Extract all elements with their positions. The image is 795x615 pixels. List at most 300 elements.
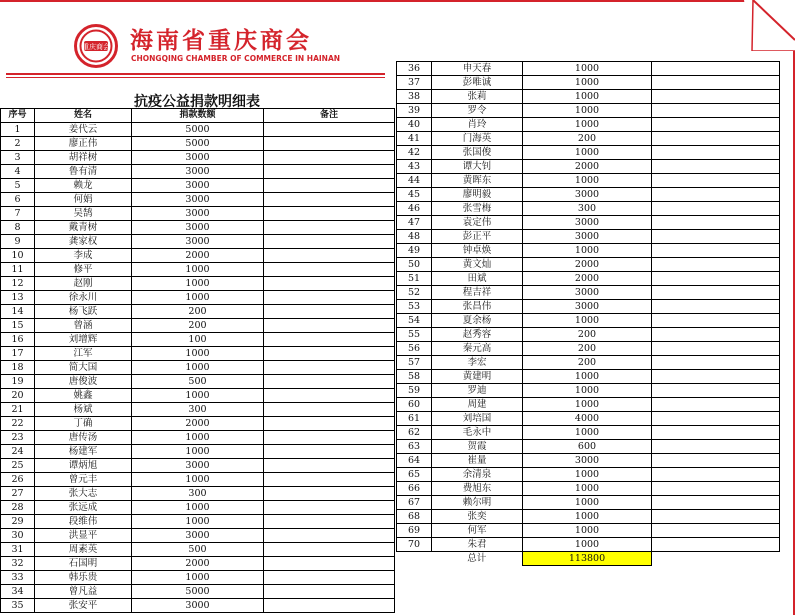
row-number: 46 (397, 202, 432, 216)
row-note (652, 426, 780, 440)
row-number: 24 (1, 445, 35, 459)
donation-amount: 300 (523, 202, 652, 216)
table-row (397, 524, 780, 538)
donation-amount: 1000 (523, 398, 652, 412)
donation-amount: 1000 (523, 496, 652, 510)
donor-name: 张大志 (35, 487, 132, 501)
donation-amount: 1000 (523, 174, 652, 188)
row-note (652, 356, 780, 370)
donation-amount: 1000 (523, 104, 652, 118)
row-note (264, 193, 395, 207)
table-row (397, 160, 780, 174)
donation-amount: 1000 (523, 90, 652, 104)
donor-name: 秦元高 (432, 342, 523, 356)
donation-amount: 500 (132, 543, 264, 557)
row-number: 6 (1, 193, 35, 207)
row-note (652, 104, 780, 118)
donor-name: 赵秀容 (432, 328, 523, 342)
donation-amount: 3000 (132, 193, 264, 207)
donation-amount: 1000 (523, 370, 652, 384)
donor-name: 李宏 (432, 356, 523, 370)
table-row (1, 557, 395, 571)
donor-name: 胡祥树 (35, 151, 132, 165)
row-note (652, 412, 780, 426)
row-number: 29 (1, 515, 35, 529)
table-row (397, 188, 780, 202)
donation-amount: 1000 (132, 431, 264, 445)
row-number: 7 (1, 207, 35, 221)
donor-name: 杨斌 (35, 403, 132, 417)
row-number: 69 (397, 524, 432, 538)
row-number: 30 (1, 529, 35, 543)
row-number: 8 (1, 221, 35, 235)
row-note (264, 179, 395, 193)
donor-name: 崔量 (432, 454, 523, 468)
donor-name: 廖明毅 (432, 188, 523, 202)
table-row (397, 342, 780, 356)
donation-amount: 1000 (523, 384, 652, 398)
donor-name: 刘增辉 (35, 333, 132, 347)
row-number: 58 (397, 370, 432, 384)
donor-name: 曾涵 (35, 319, 132, 333)
donor-name: 贺霞 (432, 440, 523, 454)
row-number: 23 (1, 431, 35, 445)
donor-name: 杨飞跃 (35, 305, 132, 319)
row-note (652, 524, 780, 538)
row-number: 36 (397, 62, 432, 76)
donor-name: 程吉祥 (432, 286, 523, 300)
donor-name: 何军 (432, 524, 523, 538)
table-row (1, 501, 395, 515)
row-number: 10 (1, 249, 35, 263)
row-note (652, 160, 780, 174)
donor-name: 姜代云 (35, 123, 132, 137)
donor-name: 毛永中 (432, 426, 523, 440)
donation-amount: 200 (523, 356, 652, 370)
donor-name: 曾元丰 (35, 473, 132, 487)
donor-name: 唐传汤 (35, 431, 132, 445)
table-row (397, 510, 780, 524)
donor-name: 杨建军 (35, 445, 132, 459)
table-header-row (1, 109, 395, 123)
table-row (1, 599, 395, 613)
row-number: 4 (1, 165, 35, 179)
table-row (1, 389, 395, 403)
donation-amount: 5000 (132, 123, 264, 137)
row-number: 54 (397, 314, 432, 328)
row-number: 31 (1, 543, 35, 557)
donation-amount: 1000 (523, 524, 652, 538)
total-label: 总计 (467, 553, 487, 565)
donation-amount: 1000 (132, 389, 264, 403)
row-number: 67 (397, 496, 432, 510)
row-note (264, 515, 395, 529)
donor-name: 肖玲 (432, 118, 523, 132)
donation-amount: 3000 (132, 179, 264, 193)
row-number: 66 (397, 482, 432, 496)
donation-amount: 3000 (523, 230, 652, 244)
table-row (1, 305, 395, 319)
donor-name: 张雪梅 (432, 202, 523, 216)
row-number: 20 (1, 389, 35, 403)
donation-amount: 1000 (132, 571, 264, 585)
table-row (1, 123, 395, 137)
header-rule (6, 73, 385, 75)
row-number: 48 (397, 230, 432, 244)
row-number: 53 (397, 300, 432, 314)
row-note (652, 314, 780, 328)
row-note (652, 300, 780, 314)
table-row (1, 445, 395, 459)
row-note (264, 473, 395, 487)
row-number: 17 (1, 347, 35, 361)
row-number: 59 (397, 384, 432, 398)
row-note (652, 230, 780, 244)
row-number: 43 (397, 160, 432, 174)
donor-name: 曾凡益 (35, 585, 132, 599)
table-row (1, 473, 395, 487)
donation-amount: 200 (523, 132, 652, 146)
donation-amount: 1000 (523, 146, 652, 160)
table-row (1, 333, 395, 347)
row-number: 55 (397, 328, 432, 342)
table-row (1, 347, 395, 361)
donor-name: 赖尔明 (432, 496, 523, 510)
donation-amount: 1000 (132, 445, 264, 459)
row-note (264, 543, 395, 557)
row-note (264, 585, 395, 599)
top-border-line (0, 0, 753, 2)
donation-amount: 3000 (523, 454, 652, 468)
row-note (652, 454, 780, 468)
donor-name: 李成 (35, 249, 132, 263)
row-note (264, 235, 395, 249)
donation-amount: 3000 (523, 286, 652, 300)
row-number: 37 (397, 76, 432, 90)
donation-amount: 3000 (132, 459, 264, 473)
row-number: 68 (397, 510, 432, 524)
donor-name: 彭正平 (432, 230, 523, 244)
row-number: 11 (1, 263, 35, 277)
total-blank (652, 552, 780, 566)
row-number: 60 (397, 398, 432, 412)
page-curl-corner (744, 0, 795, 51)
row-number: 56 (397, 342, 432, 356)
row-note (264, 151, 395, 165)
row-number: 32 (1, 557, 35, 571)
donation-amount: 3000 (132, 221, 264, 235)
row-number: 62 (397, 426, 432, 440)
row-note (264, 599, 395, 613)
row-note (652, 468, 780, 482)
donor-name: 张安平 (35, 599, 132, 613)
donor-name: 张远成 (35, 501, 132, 515)
col-header-no: 序号 (1, 109, 35, 123)
row-number: 70 (397, 538, 432, 552)
donor-name: 黄晖东 (432, 174, 523, 188)
row-number: 18 (1, 361, 35, 375)
donor-name: 朱君 (432, 538, 523, 552)
row-note (264, 389, 395, 403)
donor-name: 江军 (35, 347, 132, 361)
donation-amount: 5000 (132, 137, 264, 151)
row-number: 49 (397, 244, 432, 258)
row-note (264, 305, 395, 319)
donation-amount: 1000 (132, 263, 264, 277)
row-number: 47 (397, 216, 432, 230)
donor-name: 谭炳旭 (35, 459, 132, 473)
donor-name: 段维伟 (35, 515, 132, 529)
table-row (397, 538, 780, 552)
row-note (264, 207, 395, 221)
row-note (652, 328, 780, 342)
row-note (264, 291, 395, 305)
row-number: 27 (1, 487, 35, 501)
table-row (397, 328, 780, 342)
donation-amount: 100 (132, 333, 264, 347)
donation-amount: 2000 (132, 557, 264, 571)
donation-amount: 2000 (523, 272, 652, 286)
row-note (264, 459, 395, 473)
donation-amount: 2000 (523, 160, 652, 174)
donation-amount: 200 (523, 328, 652, 342)
donor-name: 赖龙 (35, 179, 132, 193)
col-header-note: 备注 (264, 109, 395, 123)
row-note (652, 188, 780, 202)
row-note (264, 123, 395, 137)
donation-amount: 600 (523, 440, 652, 454)
table-row (1, 417, 395, 431)
row-note (652, 272, 780, 286)
row-note (652, 370, 780, 384)
row-number: 51 (397, 272, 432, 286)
donation-amount: 2000 (523, 258, 652, 272)
chamber-logo-icon (74, 24, 118, 68)
donor-name: 石国明 (35, 557, 132, 571)
donor-name: 唐俊波 (35, 375, 132, 389)
table-row (397, 216, 780, 230)
table-row (397, 496, 780, 510)
row-number: 25 (1, 459, 35, 473)
row-note (264, 347, 395, 361)
row-number: 22 (1, 417, 35, 431)
table-row (397, 398, 780, 412)
table-row (397, 356, 780, 370)
donation-amount: 1000 (523, 426, 652, 440)
table-row (397, 412, 780, 426)
row-number: 15 (1, 319, 35, 333)
table-row (1, 361, 395, 375)
donor-name: 廖正伟 (35, 137, 132, 151)
row-number: 57 (397, 356, 432, 370)
donor-name: 修平 (35, 263, 132, 277)
row-note (264, 375, 395, 389)
row-note (264, 417, 395, 431)
donor-name: 赵刚 (35, 277, 132, 291)
donation-amount: 1000 (132, 515, 264, 529)
row-number: 14 (1, 305, 35, 319)
table-row (1, 515, 395, 529)
donation-table-right (396, 61, 780, 566)
donor-name: 夏余杨 (432, 314, 523, 328)
donation-amount: 3000 (132, 151, 264, 165)
table-row (1, 179, 395, 193)
donor-name: 洪显平 (35, 529, 132, 543)
table-row (1, 263, 395, 277)
donation-amount: 3000 (523, 300, 652, 314)
donation-amount: 1000 (523, 118, 652, 132)
col-header-name: 姓名 (35, 109, 132, 123)
org-name-cn: 海南省重庆商会 (130, 28, 312, 54)
donor-name: 申天春 (432, 62, 523, 76)
donor-name: 张莉 (432, 90, 523, 104)
donation-amount: 1000 (523, 538, 652, 552)
donor-name: 黄建明 (432, 370, 523, 384)
donor-name: 张奕 (432, 510, 523, 524)
row-number: 2 (1, 137, 35, 151)
table-row (1, 529, 395, 543)
donor-name: 何娟 (35, 193, 132, 207)
donor-name: 钟卓焕 (432, 244, 523, 258)
donor-name: 张昌伟 (432, 300, 523, 314)
row-note (652, 62, 780, 76)
table-row (1, 571, 395, 585)
donation-amount: 200 (132, 305, 264, 319)
donation-amount: 1000 (523, 76, 652, 90)
donor-name: 鲁有清 (35, 165, 132, 179)
row-number: 12 (1, 277, 35, 291)
row-note (264, 501, 395, 515)
donor-name: 韩乐贵 (35, 571, 132, 585)
row-number: 64 (397, 454, 432, 468)
row-note (652, 538, 780, 552)
donation-amount: 1000 (523, 314, 652, 328)
table-row (1, 375, 395, 389)
table-row (397, 62, 780, 76)
row-note (264, 487, 395, 501)
donor-name: 戴青树 (35, 221, 132, 235)
donation-amount: 2000 (132, 249, 264, 263)
donation-amount: 3000 (132, 529, 264, 543)
row-note (264, 221, 395, 235)
donor-name: 周素英 (35, 543, 132, 557)
table-row (397, 244, 780, 258)
donation-amount: 300 (132, 403, 264, 417)
table-row (1, 193, 395, 207)
donor-name: 袁定伟 (432, 216, 523, 230)
donor-name: 门海英 (432, 132, 523, 146)
row-note (264, 249, 395, 263)
total-amount: 113800 (523, 552, 652, 566)
row-note (264, 137, 395, 151)
row-note (264, 333, 395, 347)
donor-name: 彭唯诚 (432, 76, 523, 90)
row-note (652, 342, 780, 356)
table-row (397, 146, 780, 160)
donor-name: 黄文灿 (432, 258, 523, 272)
donation-amount: 3000 (132, 207, 264, 221)
donation-table-left (0, 108, 395, 613)
org-name-en: CHONGQING CHAMBER OF COMMERCE IN HAINAN (131, 54, 341, 63)
row-number: 35 (1, 599, 35, 613)
row-number: 5 (1, 179, 35, 193)
row-note (652, 146, 780, 160)
table-row (397, 258, 780, 272)
row-number: 41 (397, 132, 432, 146)
donation-amount: 1000 (132, 347, 264, 361)
row-number: 40 (397, 118, 432, 132)
row-note (652, 132, 780, 146)
table-row (1, 221, 395, 235)
donor-name: 刘培国 (432, 412, 523, 426)
row-note (264, 319, 395, 333)
table-row (397, 454, 780, 468)
donor-name: 田斌 (432, 272, 523, 286)
donor-name: 罗迪 (432, 384, 523, 398)
table-row (1, 235, 395, 249)
row-note (264, 263, 395, 277)
row-number: 1 (1, 123, 35, 137)
donor-name: 姚鑫 (35, 389, 132, 403)
table-row (1, 137, 395, 151)
table-row (397, 272, 780, 286)
table-row (397, 314, 780, 328)
row-number: 28 (1, 501, 35, 515)
row-number: 33 (1, 571, 35, 585)
row-number: 19 (1, 375, 35, 389)
row-note (652, 90, 780, 104)
row-number: 13 (1, 291, 35, 305)
row-note (264, 277, 395, 291)
row-number: 45 (397, 188, 432, 202)
row-note (652, 76, 780, 90)
row-note (652, 216, 780, 230)
row-number: 3 (1, 151, 35, 165)
row-number: 16 (1, 333, 35, 347)
table-row (397, 468, 780, 482)
row-number: 65 (397, 468, 432, 482)
row-number: 9 (1, 235, 35, 249)
donation-amount: 1000 (132, 473, 264, 487)
row-note (264, 431, 395, 445)
table-row (1, 249, 395, 263)
row-number: 42 (397, 146, 432, 160)
table-row (397, 118, 780, 132)
table-row (1, 207, 395, 221)
table-row (1, 277, 395, 291)
header-rule-thin (6, 77, 385, 78)
donor-name: 余清泉 (432, 468, 523, 482)
row-number: 61 (397, 412, 432, 426)
table-row (397, 90, 780, 104)
row-number: 50 (397, 258, 432, 272)
row-number: 63 (397, 440, 432, 454)
row-number: 38 (397, 90, 432, 104)
table-row (397, 370, 780, 384)
donor-name: 简大国 (35, 361, 132, 375)
row-note (652, 440, 780, 454)
row-number: 21 (1, 403, 35, 417)
donation-amount: 1000 (523, 510, 652, 524)
donation-amount: 200 (132, 319, 264, 333)
row-note (652, 398, 780, 412)
table-row (397, 230, 780, 244)
donation-amount: 2000 (132, 417, 264, 431)
row-number: 39 (397, 104, 432, 118)
row-note (652, 258, 780, 272)
donation-amount: 500 (132, 375, 264, 389)
donation-amount: 1000 (523, 62, 652, 76)
